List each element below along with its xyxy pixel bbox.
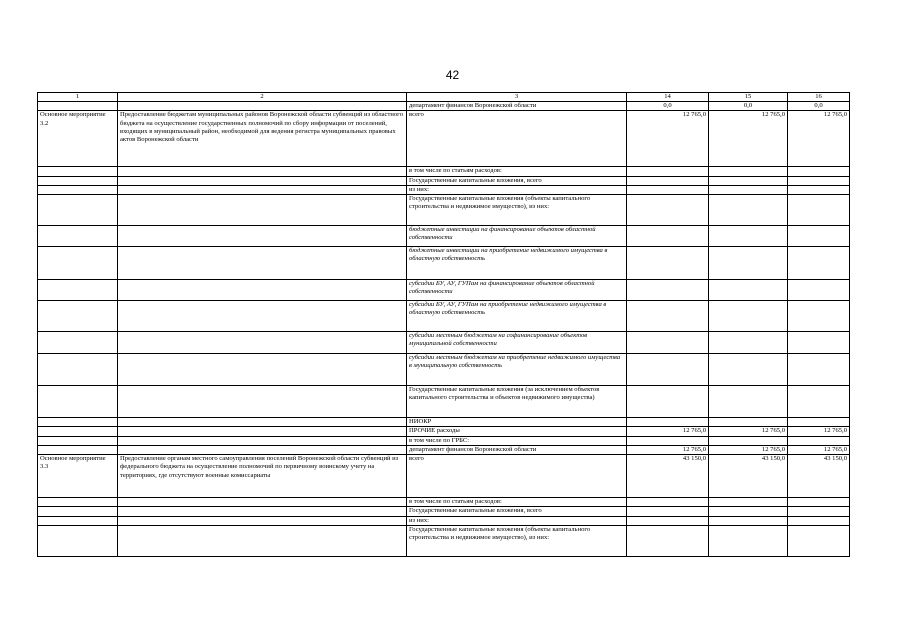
expense-item-cell: субсидии БУ, АУ, ГУПам на финансирование объектов областной собственности xyxy=(407,280,627,301)
year16-value-cell xyxy=(788,507,850,516)
description-cell: Предоставление бюджетам муниципальных районов Воронежской области субвенций из областного бюджета на осуществление государственных полномочий по сбору информации от поселений, входящих в муниципальный район, необходимой для ведения регистра муниципальных правовых актов Воронежской области xyxy=(118,111,407,167)
year15-value-cell xyxy=(709,247,788,280)
expense-item-cell: бюджетные инвестиции на финансирование объектов областной собственности xyxy=(407,226,627,247)
expense-item-cell: ПРОЧИЕ расходы xyxy=(407,427,627,436)
description-cell xyxy=(118,176,407,185)
description-cell xyxy=(118,195,407,226)
description-cell xyxy=(118,301,407,332)
table-row xyxy=(38,247,850,280)
year14-value-cell xyxy=(627,436,709,445)
description-cell xyxy=(118,167,407,176)
year14-value-cell: 12 765,0 xyxy=(627,427,709,436)
table-row xyxy=(38,445,850,454)
expense-item-cell: департамент финансов Воронежской области xyxy=(407,445,627,454)
description-cell xyxy=(118,427,407,436)
measure-cell xyxy=(38,354,118,386)
description-cell xyxy=(118,507,407,516)
year15-value-cell xyxy=(709,386,788,418)
table-row xyxy=(38,498,850,507)
year15-value-cell: 0,0 xyxy=(709,102,788,111)
expense-item-cell: всего xyxy=(407,455,627,498)
measure-cell xyxy=(38,185,118,194)
year14-value-cell xyxy=(627,301,709,332)
table-row xyxy=(38,418,850,427)
table-row xyxy=(38,436,850,445)
year16-value-cell xyxy=(788,418,850,427)
year15-value-cell xyxy=(709,226,788,247)
description-cell xyxy=(118,332,407,354)
page-number: 42 xyxy=(445,68,460,82)
year16-value-cell: 12 765,0 xyxy=(788,111,850,167)
year16-value-cell xyxy=(788,247,850,280)
description-cell xyxy=(118,445,407,454)
description-cell xyxy=(118,247,407,280)
expense-item-cell: НИОКР xyxy=(407,418,627,427)
table-row xyxy=(38,111,850,167)
measure-cell xyxy=(38,507,118,516)
expense-item-cell: в том числе по статьям расходов: xyxy=(407,167,627,176)
expense-item-cell: субсидии местным бюджетам на софинансирование объектов муниципальной собственности xyxy=(407,332,627,354)
measure-cell xyxy=(38,247,118,280)
table-row xyxy=(38,332,850,354)
year14-value-cell xyxy=(627,226,709,247)
header-cell: 15 xyxy=(709,93,788,102)
measure-cell xyxy=(38,436,118,445)
measure-cell xyxy=(38,332,118,354)
year14-value-cell xyxy=(627,525,709,556)
expense-item-cell: субсидии местным бюджетам на приобретение недвижимого имущества в муниципальную собственность xyxy=(407,354,627,386)
year16-value-cell xyxy=(788,195,850,226)
year15-value-cell xyxy=(709,280,788,301)
year15-value-cell xyxy=(709,507,788,516)
year16-value-cell xyxy=(788,525,850,556)
description-cell xyxy=(118,498,407,507)
table-row xyxy=(38,280,850,301)
year16-value-cell xyxy=(788,185,850,194)
table-row xyxy=(38,185,850,194)
year14-value-cell: 43 150,0 xyxy=(627,455,709,498)
expense-item-cell: субсидии БУ, АУ, ГУПам на приобретение недвижимого имущества в областную собственность xyxy=(407,301,627,332)
year15-value-cell xyxy=(709,436,788,445)
year16-value-cell xyxy=(788,226,850,247)
expense-item-cell: Государственные капитальные вложения (объекты капитального строительства и недвижимое имущество), из них: xyxy=(407,195,627,226)
year15-value-cell xyxy=(709,498,788,507)
year15-value-cell xyxy=(709,301,788,332)
description-cell xyxy=(118,226,407,247)
measure-cell xyxy=(38,386,118,418)
year15-value-cell: 12 765,0 xyxy=(709,427,788,436)
header-cell: 1 xyxy=(38,93,118,102)
year15-value-cell xyxy=(709,516,788,525)
measure-cell xyxy=(38,176,118,185)
measure-cell xyxy=(38,498,118,507)
year16-value-cell xyxy=(788,332,850,354)
description-cell xyxy=(118,386,407,418)
table-row xyxy=(38,354,850,386)
measure-cell xyxy=(38,226,118,247)
description-cell xyxy=(118,354,407,386)
year14-value-cell: 12 765,0 xyxy=(627,445,709,454)
header-cell: 14 xyxy=(627,93,709,102)
header-cell: 2 xyxy=(118,93,407,102)
year16-value-cell xyxy=(788,516,850,525)
header-cell: 16 xyxy=(788,93,850,102)
year15-value-cell: 12 765,0 xyxy=(709,111,788,167)
year15-value-cell xyxy=(709,185,788,194)
expense-item-cell: департамент финансов Воронежской области xyxy=(407,102,627,111)
expense-item-cell: в том числе по статьям расходов: xyxy=(407,498,627,507)
year15-value-cell xyxy=(709,195,788,226)
description-cell xyxy=(118,280,407,301)
year14-value-cell: 12 765,0 xyxy=(627,111,709,167)
measure-cell xyxy=(38,445,118,454)
year16-value-cell: 12 765,0 xyxy=(788,445,850,454)
expense-item-cell: из них: xyxy=(407,516,627,525)
expense-item-cell: из них: xyxy=(407,185,627,194)
description-cell xyxy=(118,102,407,111)
year14-value-cell xyxy=(627,418,709,427)
year16-value-cell: 43 150,0 xyxy=(788,455,850,498)
table-row xyxy=(38,176,850,185)
measure-cell xyxy=(38,418,118,427)
year14-value-cell xyxy=(627,386,709,418)
description-cell xyxy=(118,436,407,445)
year14-value-cell: 0,0 xyxy=(627,102,709,111)
description-cell xyxy=(118,185,407,194)
year16-value-cell xyxy=(788,167,850,176)
description-cell: Предоставление органам местного самоуправления поселений Воронежской области субвенций из федерального бюджета на осуществление полномочий по первичному воинскому учету на территориях, где отсутствуют военные комиссариаты xyxy=(118,455,407,498)
measure-cell xyxy=(38,516,118,525)
measure-cell xyxy=(38,167,118,176)
measure-cell xyxy=(38,525,118,556)
year16-value-cell xyxy=(788,176,850,185)
year16-value-cell xyxy=(788,301,850,332)
year15-value-cell xyxy=(709,354,788,386)
year14-value-cell xyxy=(627,195,709,226)
year16-value-cell xyxy=(788,498,850,507)
expense-item-cell: в том числе по ГРБС: xyxy=(407,436,627,445)
budget-table xyxy=(37,92,850,557)
header-row xyxy=(38,93,850,102)
year15-value-cell xyxy=(709,167,788,176)
measure-cell xyxy=(38,280,118,301)
expense-item-cell: Государственные капитальные вложения, всего xyxy=(407,176,627,185)
year15-value-cell: 43 150,0 xyxy=(709,455,788,498)
table-row xyxy=(38,525,850,556)
measure-cell xyxy=(38,301,118,332)
description-cell xyxy=(118,525,407,556)
header-cell: 3 xyxy=(407,93,627,102)
year16-value-cell xyxy=(788,386,850,418)
year16-value-cell xyxy=(788,280,850,301)
table-row xyxy=(38,455,850,498)
measure-cell: Основное мероприятие 3.2 xyxy=(38,111,118,167)
expense-item-cell: Государственные капитальные вложения (за исключением объектов капитального строительства и объектов недвижимого имущества) xyxy=(407,386,627,418)
table-row xyxy=(38,301,850,332)
expense-item-cell: бюджетные инвестиции на приобретение недвижимого имущества в областную собственность xyxy=(407,247,627,280)
expense-item-cell: всего xyxy=(407,111,627,167)
year15-value-cell xyxy=(709,332,788,354)
expense-item-cell: Государственные капитальные вложения, всего xyxy=(407,507,627,516)
year16-value-cell xyxy=(788,354,850,386)
year15-value-cell xyxy=(709,525,788,556)
expense-item-cell: Государственные капитальные вложения (объекты капитального строительства и недвижимое имущество), из них: xyxy=(407,525,627,556)
measure-cell xyxy=(38,195,118,226)
year16-value-cell: 12 765,0 xyxy=(788,427,850,436)
year14-value-cell xyxy=(627,332,709,354)
measure-cell: Основное мероприятие 3.3 xyxy=(38,455,118,498)
table-row xyxy=(38,226,850,247)
year15-value-cell: 12 765,0 xyxy=(709,445,788,454)
year16-value-cell: 0,0 xyxy=(788,102,850,111)
description-cell xyxy=(118,516,407,525)
year15-value-cell xyxy=(709,176,788,185)
year14-value-cell xyxy=(627,185,709,194)
table-row xyxy=(38,195,850,226)
table-row xyxy=(38,507,850,516)
measure-cell xyxy=(38,102,118,111)
year14-value-cell xyxy=(627,498,709,507)
year14-value-cell xyxy=(627,167,709,176)
year14-value-cell xyxy=(627,507,709,516)
table-row xyxy=(38,167,850,176)
table-row xyxy=(38,516,850,525)
year14-value-cell xyxy=(627,280,709,301)
year14-value-cell xyxy=(627,176,709,185)
table-row xyxy=(38,102,850,111)
year14-value-cell xyxy=(627,354,709,386)
measure-cell xyxy=(38,427,118,436)
year15-value-cell xyxy=(709,418,788,427)
year14-value-cell xyxy=(627,516,709,525)
budget-table-body xyxy=(38,93,850,557)
table-row xyxy=(38,386,850,418)
year16-value-cell xyxy=(788,436,850,445)
table-row xyxy=(38,427,850,436)
year14-value-cell xyxy=(627,247,709,280)
description-cell xyxy=(118,418,407,427)
